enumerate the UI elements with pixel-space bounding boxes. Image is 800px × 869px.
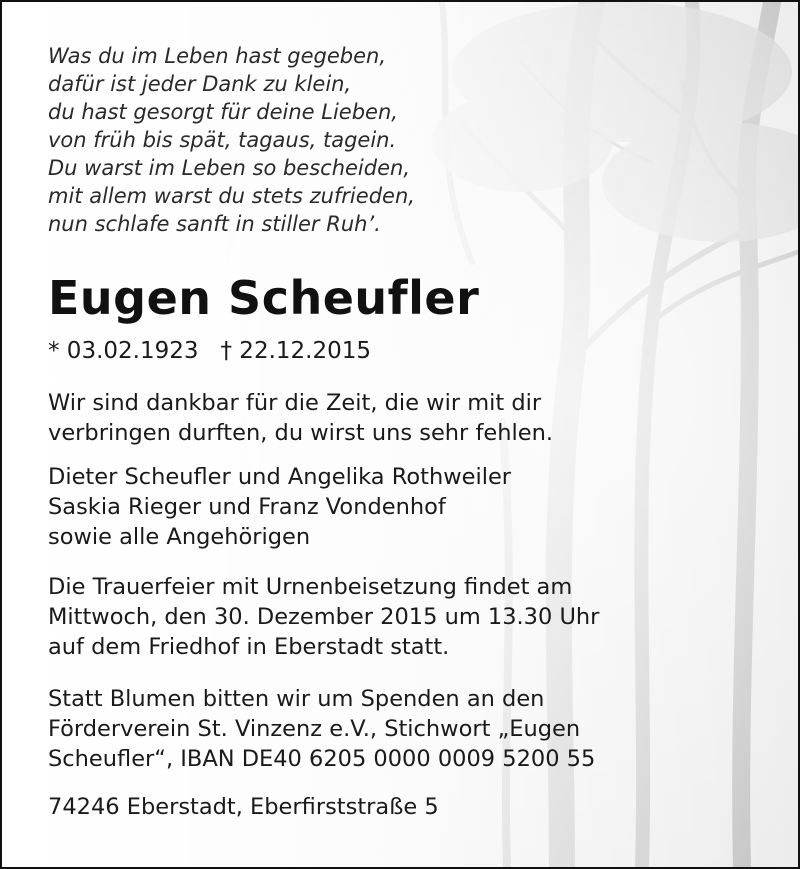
text-line: Statt Blumen bitten wir um Spenden an den <box>48 686 545 712</box>
poem-line: nun schlafe sanft in stiller Ruh’. <box>48 212 381 236</box>
text-line: verbringen durften, du wirst uns sehr fehlen. <box>48 420 553 446</box>
text-line: Förderverein St. Vinzenz e.V., Stichwort „Eugen <box>48 716 581 742</box>
deceased-name: Eugen Scheufler <box>48 271 480 325</box>
text-line: auf dem Friedhof in Eberstadt statt. <box>48 634 450 660</box>
donation-request <box>48 684 595 774</box>
mourner-line: Dieter Scheufler und Angelika Rothweiler <box>48 464 512 490</box>
text-line: Mittwoch, den 30. Dezember 2015 um 13.30 Uhr <box>48 604 600 630</box>
memorial-poem <box>48 42 415 238</box>
mourners-list <box>48 462 511 552</box>
poem-line: Du warst im Leben so bescheiden, <box>48 156 411 180</box>
poem-line: mit allem warst du stets zufrieden, <box>48 184 415 208</box>
life-dates <box>48 336 371 366</box>
ceremony-info <box>48 572 599 662</box>
poem-line: von früh bis spät, tagaus, tagein. <box>48 128 397 152</box>
text-line: Wir sind dankbar für die Zeit, die wir mit dir <box>48 390 542 416</box>
poem-line: Was du im Leben hast gegeben, <box>48 44 386 68</box>
poem-line: du hast gesorgt für deine Lieben, <box>48 100 398 124</box>
text-line: Die Trauerfeier mit Urnenbeisetzung findet am <box>48 574 573 600</box>
family-address: 74246 Eberstadt, Eberfirststraße 5 <box>48 794 439 820</box>
text-line: Scheufler“, IBAN DE40 6205 0000 0009 5200 55 <box>48 746 596 772</box>
mourner-line: Saskia Rieger und Franz Vondenhof <box>48 494 446 520</box>
death-date: † 22.12.2015 <box>220 338 371 364</box>
gratitude-text <box>48 388 553 448</box>
poem-line: dafür ist jeder Dank zu klein, <box>48 72 352 96</box>
mourner-line: sowie alle Angehörigen <box>48 524 311 550</box>
birth-date: * 03.02.1923 <box>48 338 199 364</box>
